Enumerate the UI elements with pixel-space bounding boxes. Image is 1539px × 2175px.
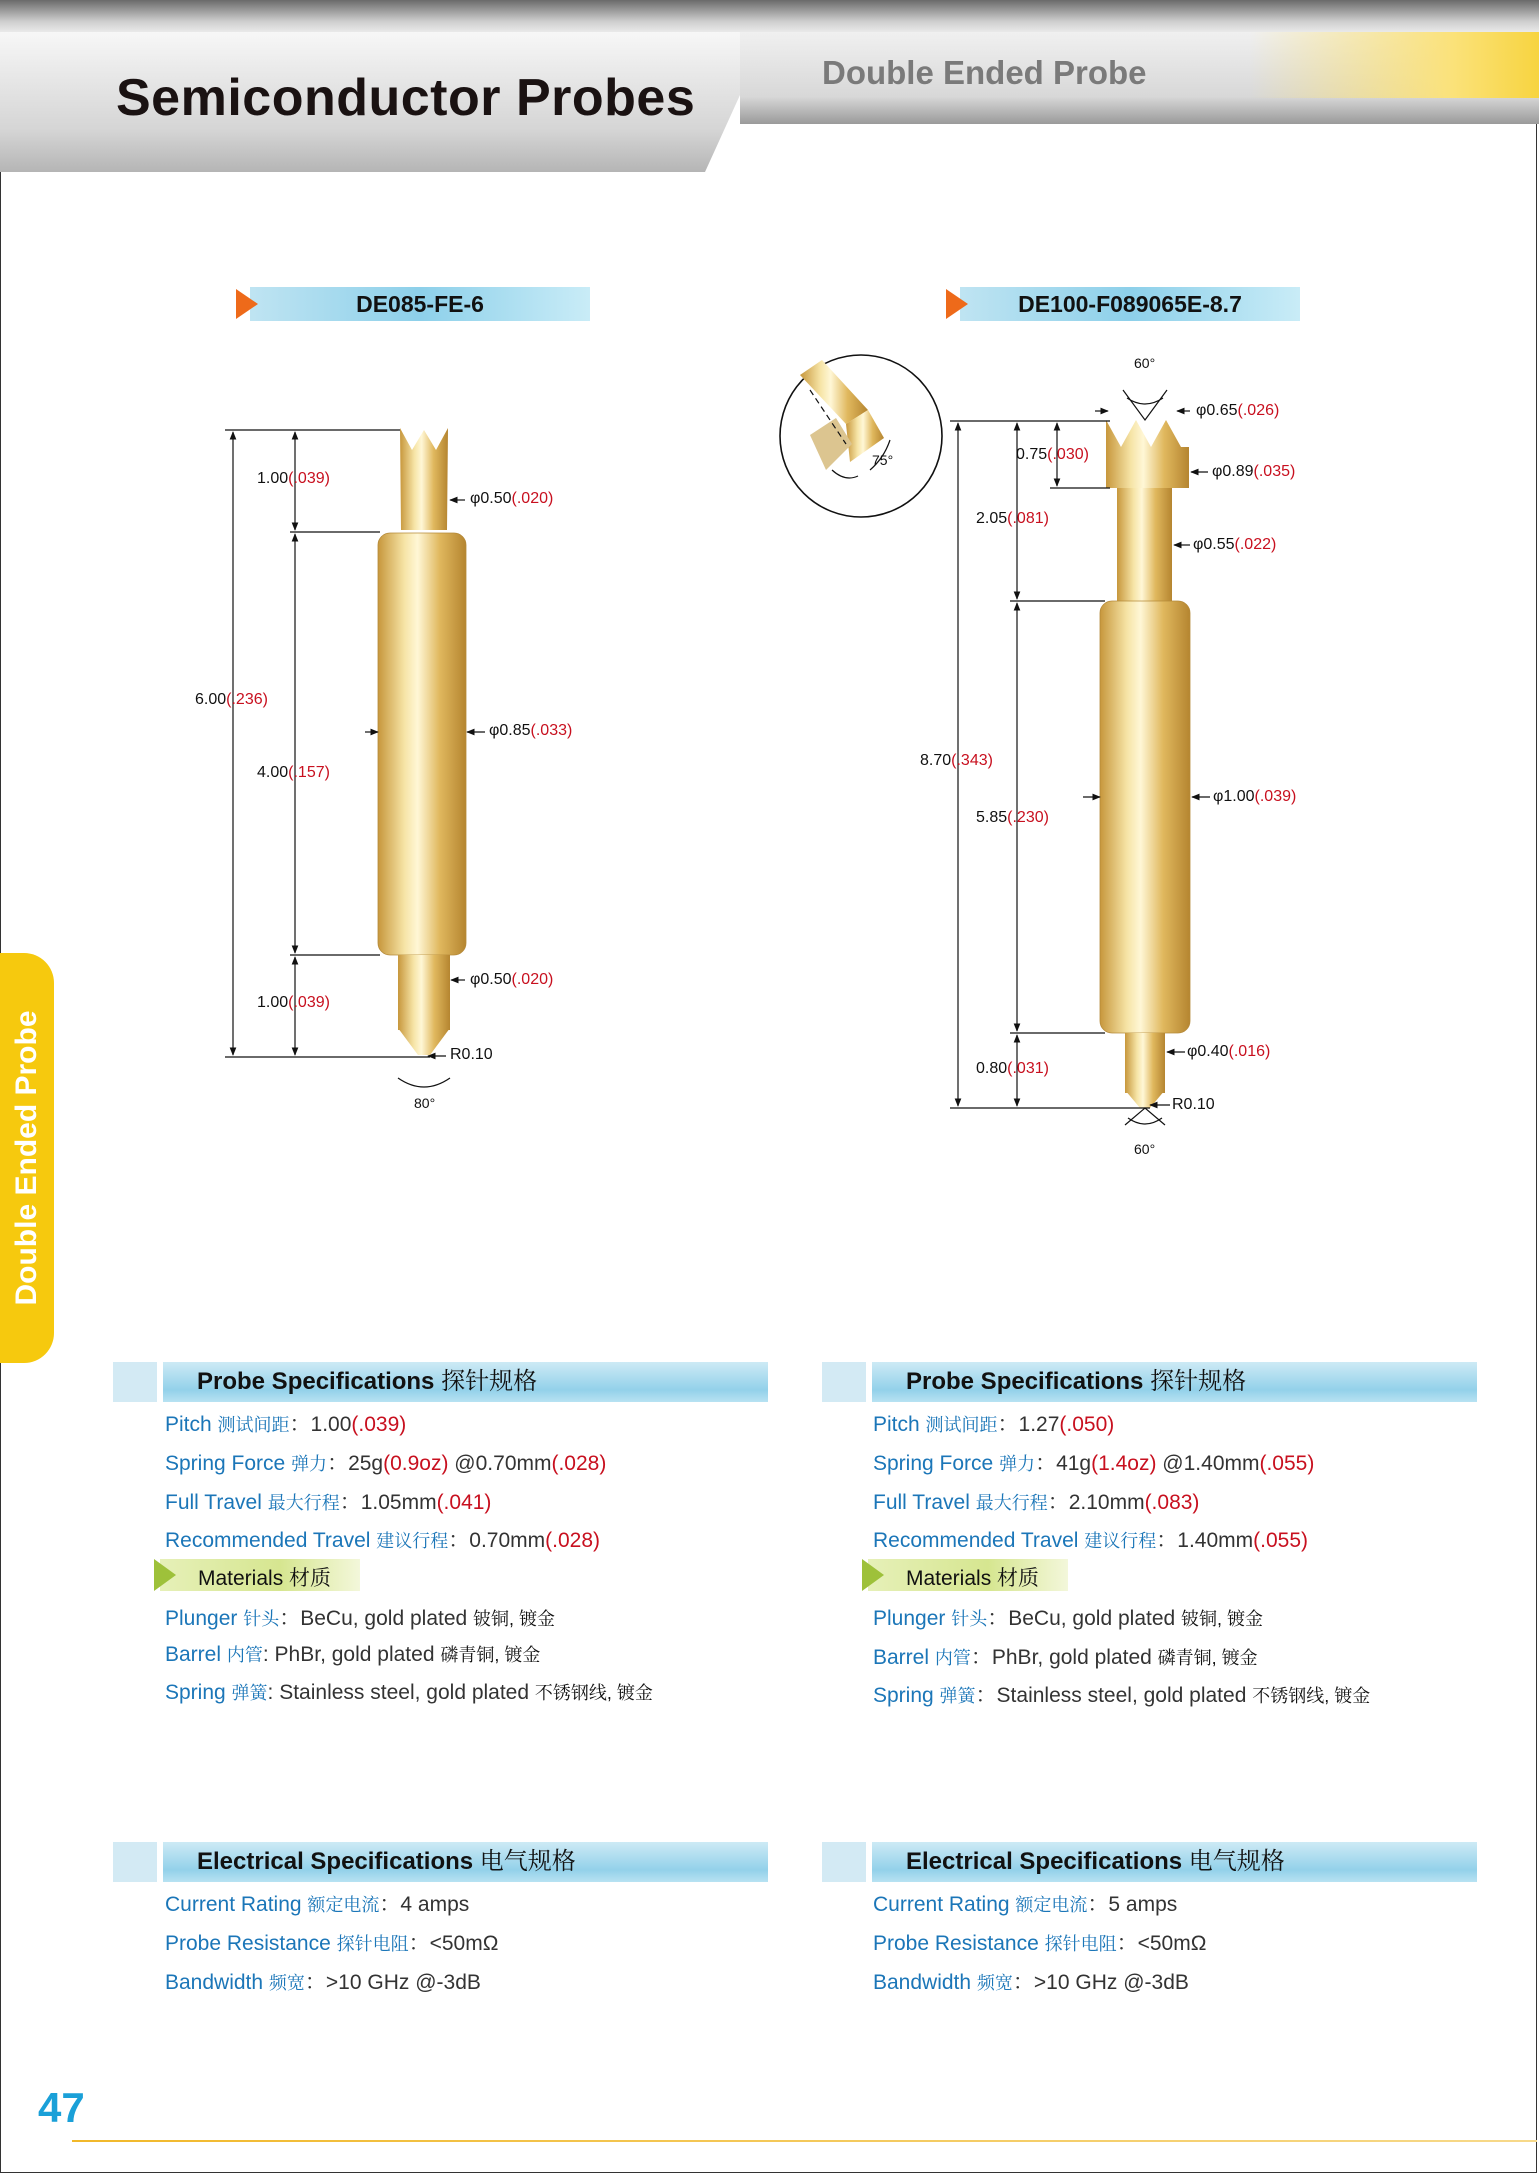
dim-total-length-1: 6.00(.236) (195, 691, 268, 708)
dim-barrel-length-2: 5.85(.230) (976, 809, 1049, 826)
dim-radius-2: R0.10 (1172, 1096, 1215, 1113)
side-tab-label: Double Ended Probe (10, 1010, 43, 1306)
elec-resistance-1: Probe Resistance 探针电阻：<50mΩ (165, 1932, 499, 1955)
footer-rule (72, 2140, 1537, 2142)
probe-2-drawing (780, 355, 1210, 1125)
dim-bottom-length-2: 0.80(.031) (976, 1060, 1049, 1077)
elec-resistance-2: Probe Resistance 探针电阻：<50mΩ (873, 1932, 1207, 1955)
dim-bottom-diameter-1: φ0.50(.020) (470, 971, 554, 988)
spec-full-travel-2: Full Travel 最大行程：2.10mm(.083) (873, 1491, 1200, 1514)
dim-top-diameter-1: φ0.50(.020) (470, 490, 554, 507)
elec-current-1: Current Rating 额定电流：4 amps (165, 1893, 470, 1916)
dim-total-length-2: 8.70(.343) (920, 752, 993, 769)
dim-crown-length-2: 0.75(.030) (1016, 446, 1089, 463)
dim-angle-detail-2: 75° (872, 452, 894, 468)
green-chevron-icon (154, 1559, 176, 1591)
tip-detail-circle (780, 355, 942, 517)
model-name-1: DE085-FE-6 (356, 291, 484, 317)
material-spring-2: Spring 弹簧：Stainless steel, gold plated 不锈钢线, 镀金 (873, 1684, 1371, 1707)
spec-force-2: Spring Force 弹力：41g(1.4oz) @1.40mm(.055) (873, 1452, 1315, 1475)
dim-barrel-length-1: 4.00(.157) (257, 764, 330, 781)
material-plunger-1: Plunger 针头：BeCu, gold plated 铍铜, 镀金 (165, 1607, 556, 1630)
spec-rec-travel-1: Recommended Travel 建议行程：0.70mm(.028) (165, 1529, 600, 1552)
model-name-2: DE100-F089065E-8.7 (1018, 291, 1242, 317)
probe-specs-header-1: Probe Specifications 探针规格 (113, 1362, 718, 1402)
dim-bottom-diameter-2: φ0.40(.016) (1187, 1043, 1271, 1060)
elec-bandwidth-1: Bandwidth 频宽：>10 GHz @-3dB (165, 1971, 481, 1994)
dim-barrel-diameter-2: φ1.00(.039) (1213, 788, 1297, 805)
dim-bottom-length-1: 1.00(.039) (257, 994, 330, 1011)
page-number: 47 (38, 2084, 85, 2131)
page-subtitle: Double Ended Probe (822, 54, 1147, 91)
dim-angle-top-2: 60° (1134, 355, 1156, 371)
elec-current-2: Current Rating 额定电流：5 amps (873, 1893, 1178, 1916)
probe-specs-header-2: Probe Specifications 探针规格 (822, 1362, 1427, 1402)
material-barrel-1: Barrel 内管: PhBr, gold plated 磷青铜, 镀金 (165, 1643, 541, 1666)
dim-tip-diameter-2: φ0.65(.026) (1196, 402, 1280, 419)
dim-angle-bottom-2: 60° (1134, 1141, 1156, 1157)
spec-pitch-2: Pitch 测试间距：1.27(.050) (873, 1413, 1115, 1436)
dim-neck-diameter-2: φ0.55(.022) (1193, 536, 1277, 553)
probe-1-drawing (225, 428, 485, 1087)
spec-pitch-1: Pitch 测试间距：1.00(.039) (165, 1413, 407, 1436)
dim-top-length-1: 1.00(.039) (257, 470, 330, 487)
spec-rec-travel-2: Recommended Travel 建议行程：1.40mm(.055) (873, 1529, 1308, 1552)
material-plunger-2: Plunger 针头：BeCu, gold plated 铍铜, 镀金 (873, 1607, 1264, 1630)
material-barrel-2: Barrel 内管：PhBr, gold plated 磷青铜, 镀金 (873, 1646, 1258, 1669)
dim-crown-diameter-2: φ0.89(.035) (1212, 463, 1296, 480)
dim-neck-length-2: 2.05(.081) (976, 510, 1049, 527)
material-spring-1: Spring 弹簧: Stainless steel, gold plated 不锈钢线, 镀金 (165, 1681, 653, 1704)
elec-bandwidth-2: Bandwidth 频宽：>10 GHz @-3dB (873, 1971, 1189, 1994)
spec-full-travel-1: Full Travel 最大行程：1.05mm(.041) (165, 1491, 492, 1514)
dim-angle-1: 80° (414, 1095, 436, 1111)
page-title: Semiconductor Probes (116, 69, 696, 127)
electrical-specs-header-1: Electrical Specifications 电气规格 (113, 1842, 718, 1882)
dim-radius-1: R0.10 (450, 1046, 493, 1063)
spec-force-1: Spring Force 弹力：25g(0.9oz) @0.70mm(.028) (165, 1452, 607, 1475)
green-chevron-icon (862, 1559, 884, 1591)
dim-barrel-diameter-1: φ0.85(.033) (489, 722, 573, 739)
electrical-specs-header-2: Electrical Specifications 电气规格 (822, 1842, 1427, 1882)
